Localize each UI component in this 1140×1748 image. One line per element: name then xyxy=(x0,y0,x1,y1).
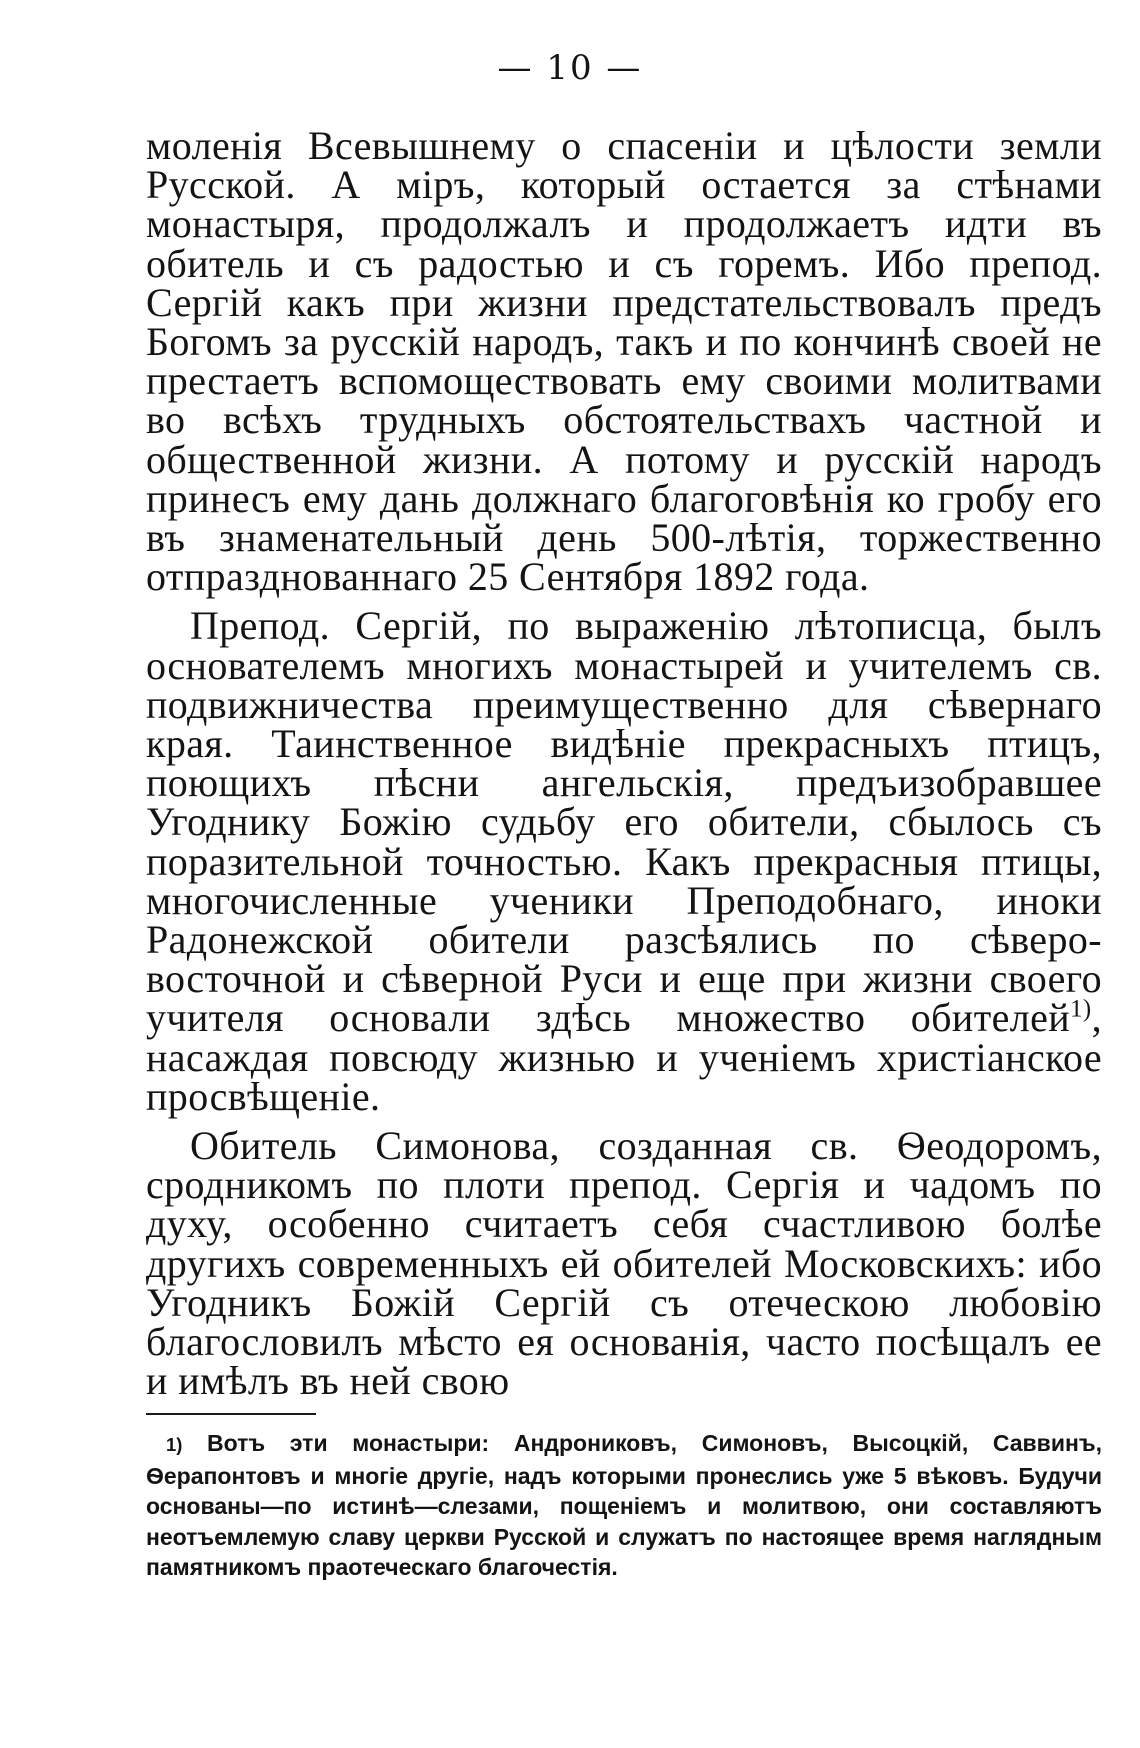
paragraph-2-text-after: , насаждая повсюду жизнью и ученіемъ христіанское просвѣщеніе. xyxy=(146,995,1102,1119)
page-number: — 10 — xyxy=(497,48,643,88)
footnote xyxy=(146,1428,1102,1583)
footnote-reference-number: 1 xyxy=(1070,996,1083,1024)
footnote-reference: 1) xyxy=(1070,996,1092,1024)
paragraph-1-text: моленія Всевышнему о спасеніи и цѣлости земли Русской. А міръ, который остается за стѣнами монастыря, продолжалъ и продолжаетъ идти въ обитель и съ радостью и съ горемъ. Ибо препод. Сергій какъ при жизни предстательствовалъ предъ Богомъ за русскій народъ, такъ и по кончинѣ своей не престаетъ вспомоществовать ему своими молитвами во всѣхъ трудныхъ обстоятельствахъ частной и общественной жизни. А потому и русскій народъ принесъ ему дань должнаго благоговѣнія ко гробу его въ знаменательный день 500-лѣтія, торжественно отпразднованнаго 25 Сентября 1892 года. xyxy=(146,123,1102,600)
paragraph-3-text: Обитель Симонова, созданная св. Ѳеодоромъ, сродникомъ по плоти препод. Сергія и чадомъ по духу, особенно считаетъ себя счастливою болѣе другихъ современныхъ ей обителей Московскихъ: ибо Угодникъ Божій Сергій съ отеческою любовію благословилъ мѣсто ея основанія, часто посѣщалъ ее и имѣлъ въ ней свою xyxy=(146,1123,1102,1404)
body-text xyxy=(146,123,1102,1411)
footnote-divider xyxy=(146,1413,316,1415)
footnote-marker: 1) xyxy=(166,1434,183,1455)
paragraph-2-text: Препод. Сергій, по выраженію лѣтописца, былъ основателемъ многихъ монастырей и учителемъ св. подвижничества преимущественно для сѣвернаго края. Таинственное видѣніе прекрасныхъ птицъ, поющихъ пѣсни ангельскія, предъизобравшее Угоднику Божію судьбу его обители, сбылось съ поразительной точностью. Какъ прекрасныя птицы, многочисленные ученики Преподобнаго, иноки Радонежской обители разсѣялись по сѣверо-восточной и сѣверной Руси и еще при жизни своего учителя основали здѣсь множество обителей xyxy=(146,603,1102,1041)
paragraph-2 xyxy=(146,603,1102,1119)
paragraph-1 xyxy=(146,123,1102,600)
paragraph-3 xyxy=(146,1123,1102,1404)
footnote-text: Вотъ эти монастыри: Андрониковъ, Симоновъ, Высоцкій, Саввинъ, Ѳерапонтовъ и многіе другіе, надъ которыми пронеслись уже 5 вѣковъ. Будучи основаны—по истинѣ—слезами, пощеніемъ и молитвою, они составляютъ неотъемлемую славу церкви Русской и служатъ по настоящее время наглядным памятникомъ праотеческаго благочестія. xyxy=(146,1430,1103,1581)
